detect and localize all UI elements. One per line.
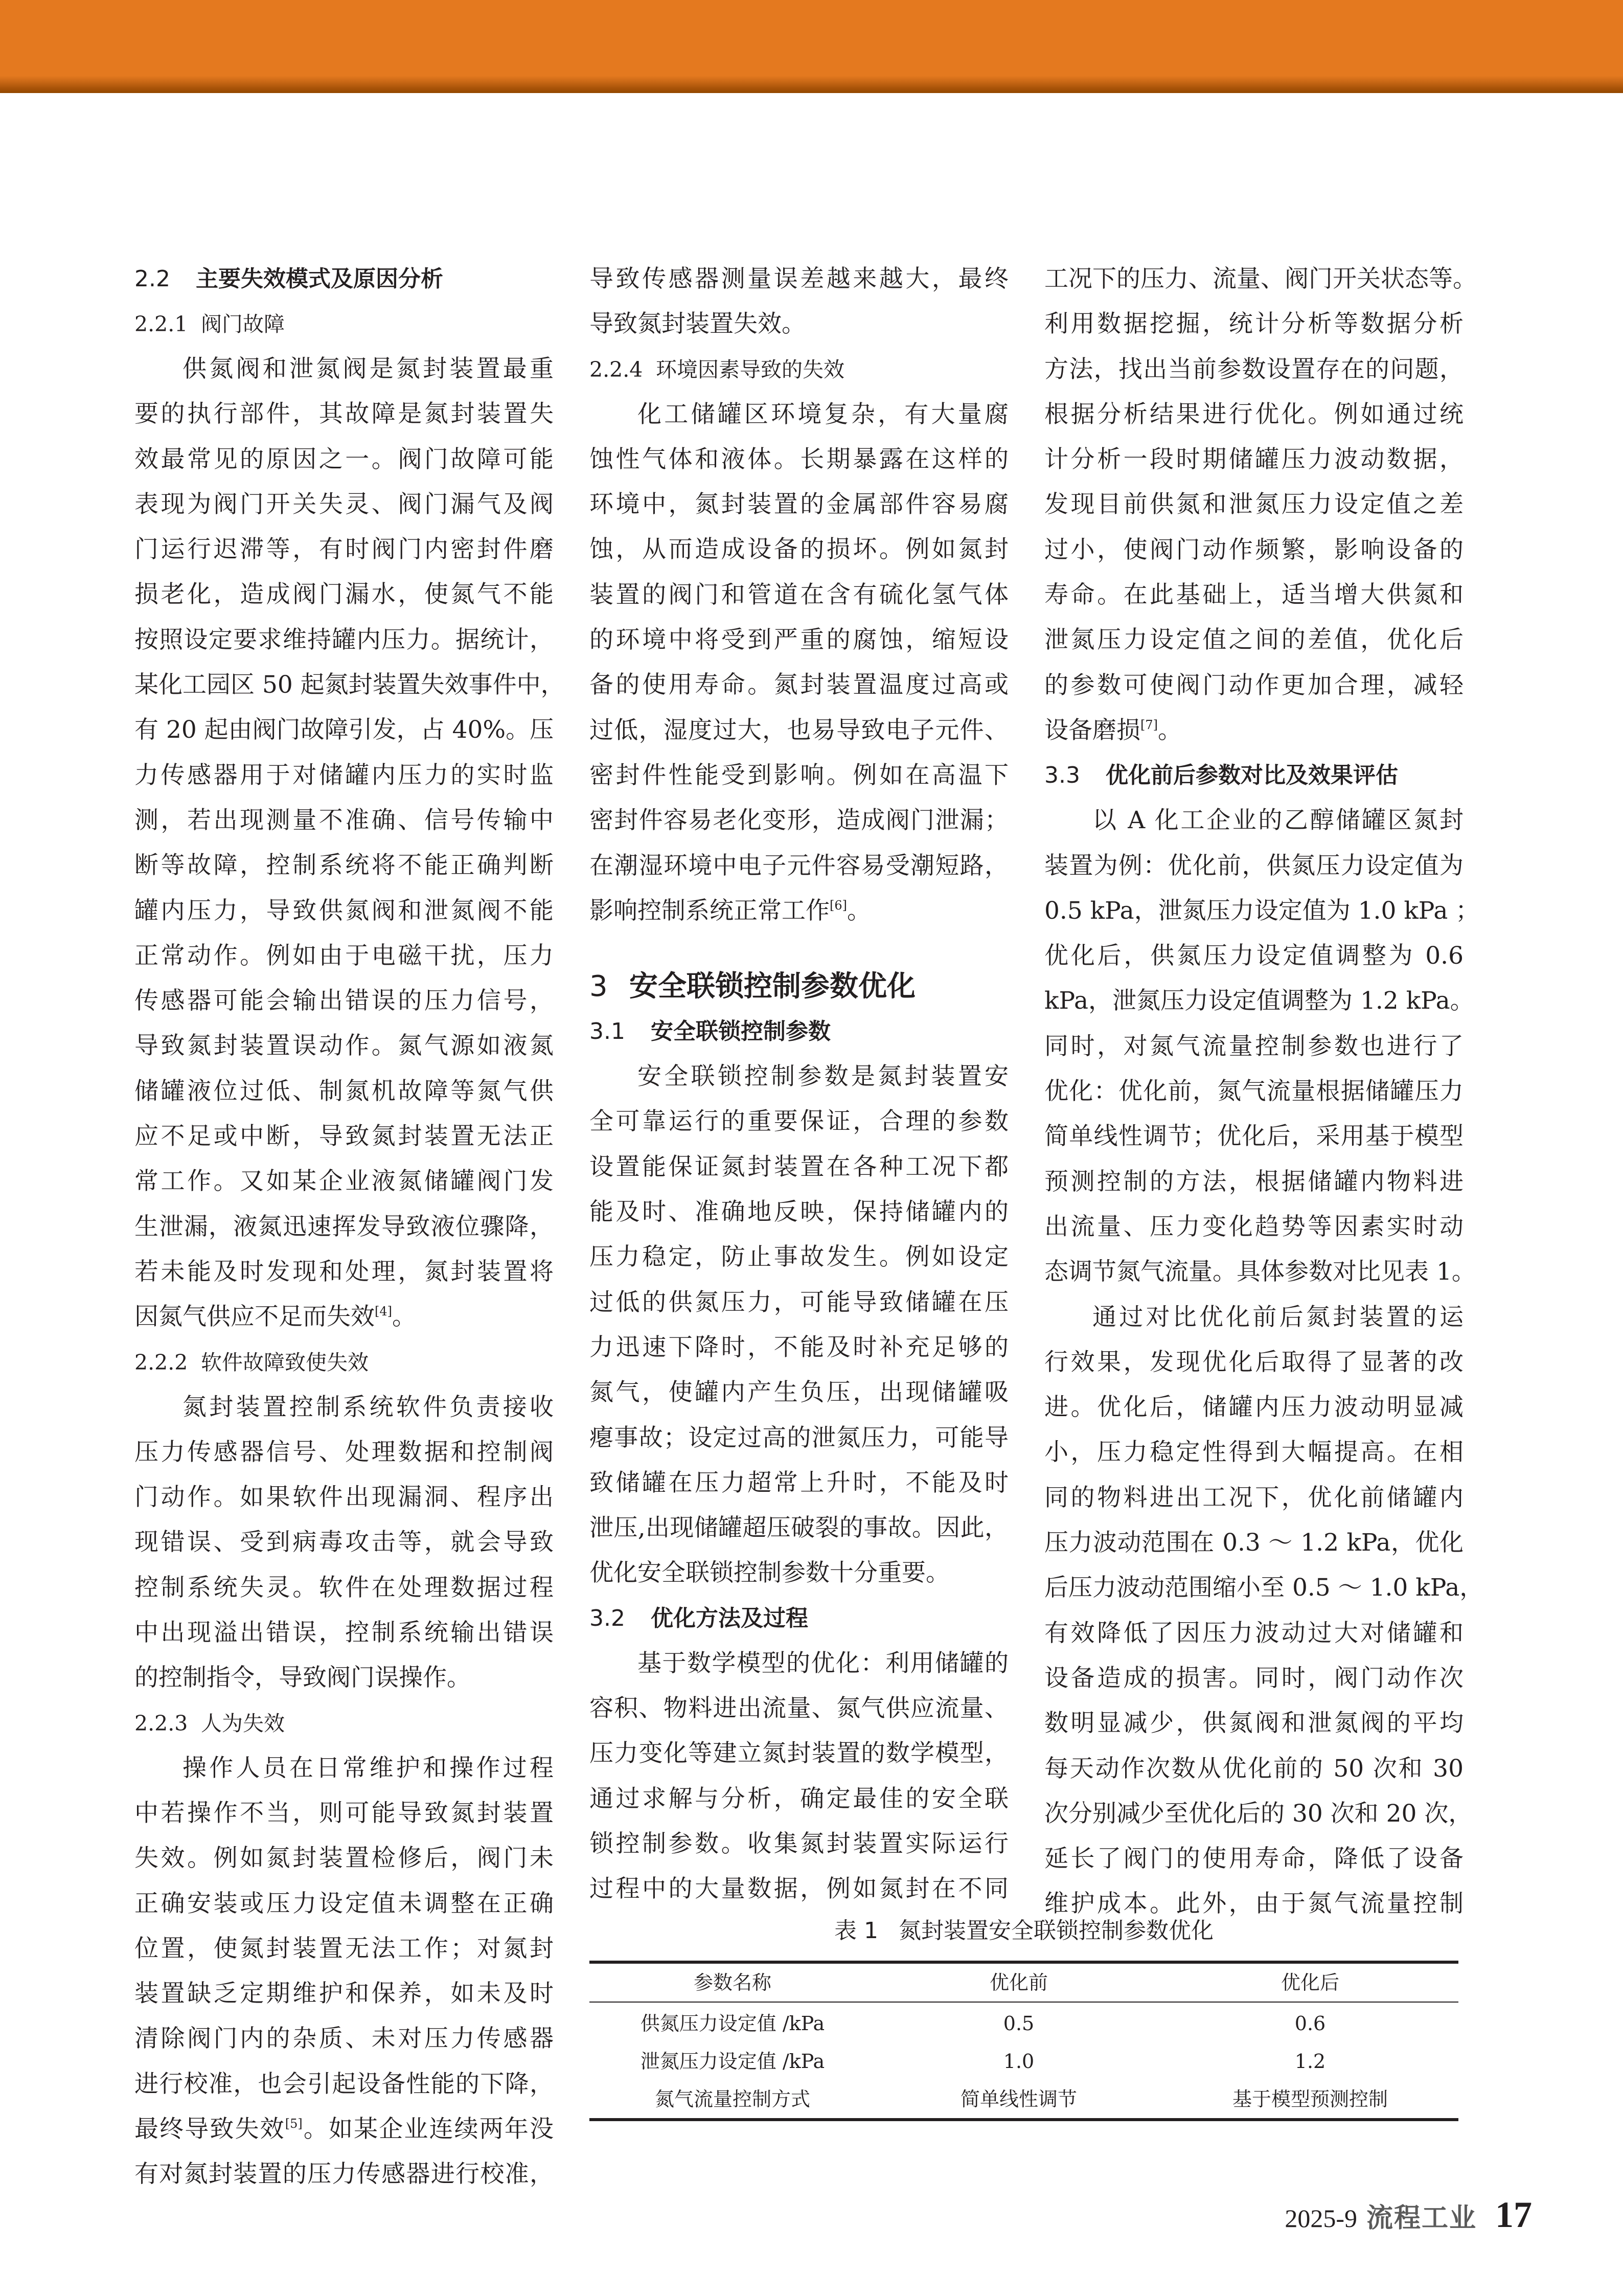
paragraph-line: kPa，泄氮压力设定值调整为 1.2 kPa。 bbox=[1044, 987, 1474, 1015]
paragraph-line: 致储罐在压力超常上升时，不能及时 bbox=[589, 1468, 1009, 1497]
paragraph-line: 生泄漏，液氮迅速挥发导致液位骤降， bbox=[134, 1212, 554, 1241]
paragraph-line: 储罐液位过低、制氮机故障等氮气供 bbox=[134, 1077, 554, 1105]
column-middle bbox=[589, 257, 1009, 1912]
table-cell: 0.6 bbox=[1294, 2012, 1326, 2035]
paragraph-line: 设置能保证氮封装置在各种工况下都 bbox=[589, 1152, 1009, 1181]
table-header-row bbox=[589, 1962, 1458, 2002]
paragraph-line: 小，压力稳定性得到大幅提高。在相 bbox=[1044, 1438, 1464, 1467]
citation-ref[interactable]: [5] bbox=[285, 2116, 303, 2131]
paragraph-line: 环境中，氮封装置的金属部件容易腐 bbox=[589, 490, 1009, 519]
citation-ref[interactable]: [4] bbox=[375, 1304, 392, 1319]
header-color-band bbox=[0, 0, 1623, 93]
paragraph-3-3-example bbox=[1044, 798, 1480, 1294]
paragraph-continued bbox=[589, 257, 1009, 347]
paragraph-line: 瘪事故；设定过高的泄氮压力，可能导 bbox=[589, 1423, 1009, 1452]
paragraph-line: 进。优化后，储罐内压力波动明显减 bbox=[1044, 1393, 1464, 1422]
paragraph-line: 延长了阀门的使用寿命，降低了设备 bbox=[1044, 1845, 1464, 1873]
paragraph-line: 进行校准，也会引起设备性能的下降， bbox=[134, 2070, 554, 2098]
page-number: 17 bbox=[1495, 2194, 1532, 2235]
paragraph-line: 中若操作不当，则可能导致氮封装置 bbox=[134, 1799, 554, 1827]
paragraph-continued bbox=[1044, 257, 1477, 708]
paragraph-line: 门运行迟滞等，有时阀门内密封件磨 bbox=[134, 535, 554, 564]
column-header: 参数名称 bbox=[589, 1962, 876, 2002]
paragraph-line: 态调节氮气流量。具体参数对比见表 1。 bbox=[1044, 1258, 1476, 1286]
paragraph-line: 导致氮封装置失效。 bbox=[589, 310, 806, 338]
subsection-heading-2-2-3: 2.2.3 人为失效 bbox=[134, 1711, 285, 1736]
citation-ref[interactable]: [7] bbox=[1140, 717, 1158, 732]
subsection-heading-2-2-2: 2.2.2 软件故障致使失效 bbox=[134, 1350, 369, 1375]
paragraph-line: 影响控制系统正常工作[6]。 bbox=[589, 896, 871, 925]
paragraph-line: 密封件容易老化变形，造成阀门泄漏； bbox=[589, 806, 1009, 835]
paragraph-line: 测，若出现测量不准确、信号传输中 bbox=[134, 806, 554, 834]
subsection-heading-2-2-4: 2.2.4 环境因素导致的失效 bbox=[589, 357, 844, 382]
paragraph-line: 要的执行部件，其故障是氮封装置失 bbox=[134, 400, 554, 428]
paragraph-line: 传感器可能会输出错误的压力信号， bbox=[134, 987, 554, 1015]
paragraph-line: 方法，找出当前参数设置存在的问题， bbox=[1044, 355, 1464, 383]
table-cell: 氮气流量控制方式 bbox=[654, 2088, 810, 2110]
paragraph-line: 装置的阀门和管道在含有硫化氢气体 bbox=[589, 580, 1009, 609]
paragraph-line: 按照设定要求维持罐内压力。据统计， bbox=[134, 625, 554, 654]
table-cell: 基于模型预测控制 bbox=[1232, 2088, 1388, 2110]
paragraph-line: 压力传感器信号、处理数据和控制阀 bbox=[134, 1438, 554, 1466]
section-heading-3-2: 3.2 优化方法及过程 bbox=[589, 1605, 808, 1631]
paragraph-line: 因氮气供应不足而失效[4]。 bbox=[134, 1303, 416, 1331]
table-cell: 1.2 bbox=[1294, 2050, 1326, 2073]
issue-number: 2025-9 bbox=[1285, 2204, 1357, 2233]
paragraph-line: 工况下的压力、流量、阀门开关状态等。 bbox=[1044, 265, 1477, 293]
paragraph-3-3-evaluation bbox=[1044, 1295, 1484, 1927]
column-header: 优化后 bbox=[1162, 1962, 1458, 2002]
paragraph-line: 利用数据挖掘，统计分析等数据分析 bbox=[1044, 310, 1464, 338]
table-1 bbox=[589, 1909, 1458, 2121]
paragraph-line: 密封件性能受到影响。例如在高温下 bbox=[589, 761, 1009, 789]
section-heading-3-3: 3.3 优化前后参数对比及效果评估 bbox=[1044, 762, 1398, 789]
paragraph-line: 数明显减少，供氮阀和泄氮阀的平均 bbox=[1044, 1709, 1464, 1738]
paragraph-line: 蚀，从而造成设备的损坏。例如氮封 bbox=[589, 535, 1009, 564]
table-row bbox=[589, 2042, 1458, 2080]
table-cell: 0.5 bbox=[1003, 2012, 1035, 2035]
paragraph-line: 0.5 kPa，泄氮压力设定值为 1.0 kPa ； bbox=[1044, 896, 1480, 925]
paragraph-line: 简单线性调节；优化后，采用基于模型 bbox=[1044, 1122, 1464, 1151]
paragraph-line: 断等故障，控制系统将不能正确判断 bbox=[134, 851, 554, 880]
column-left bbox=[134, 257, 565, 2197]
paragraph-line: 过程中的大量数据，例如氮封在不同 bbox=[589, 1875, 1009, 1903]
paragraph-line: 根据分析结果进行优化。例如通过统 bbox=[1044, 400, 1464, 428]
paragraph-line: 装置缺乏定期维护和保养，如未及时 bbox=[134, 1980, 554, 2008]
paragraph-line: 位置，使氮封装置无法工作；对氮封 bbox=[134, 1934, 554, 1963]
paragraph-line: 最终导致失效[5]。如某企业连续两年没 bbox=[134, 2115, 554, 2143]
paragraph-line: 每天动作次数从优化前的 50 次和 30 bbox=[1044, 1754, 1464, 1783]
paragraph-line: 压力稳定，防止事故发生。例如设定 bbox=[589, 1243, 1009, 1271]
paragraph-line: 清除阀门内的杂质、未对压力传感器 bbox=[134, 2025, 554, 2053]
paragraph-line: 门动作。如果软件出现漏洞、程序出 bbox=[134, 1483, 554, 1512]
paragraph-line: 泄压,出现储罐超压破裂的事故。因此， bbox=[589, 1514, 1009, 1542]
paragraph-line: 过低的供氮压力，可能导致储罐在压 bbox=[589, 1288, 1009, 1316]
paragraph-line: 若未能及时发现和处理，氮封装置将 bbox=[134, 1257, 554, 1286]
paragraph-line: 某化工园区 50 起氮封装置失效事件中， bbox=[134, 671, 565, 699]
paragraph-line: 装置为例：优化前，供氮压力设定值为 bbox=[1044, 851, 1464, 880]
paragraph-valve-failure bbox=[134, 347, 565, 1294]
paragraph-line: 力迅速下降时，不能及时补充足够的 bbox=[589, 1333, 1009, 1361]
paragraph-line: 全可靠运行的重要保证，合理的参数 bbox=[589, 1107, 1009, 1136]
paragraph-line: 通过对比优化前后氮封装置的运 bbox=[1092, 1303, 1464, 1331]
paragraph-line: 罐内压力，导致供氮阀和泄氮阀不能 bbox=[134, 896, 554, 925]
paragraph-line: 有 20 起由阀门故障引发，占 40%。压 bbox=[134, 716, 554, 744]
paragraph-line: 正常动作。例如由于电磁干扰，压力 bbox=[134, 941, 554, 970]
paragraph-line: 出流量、压力变化趋势等因素实时动 bbox=[1044, 1212, 1464, 1241]
paragraph-line: 控制系统失灵。软件在处理数据过程 bbox=[134, 1573, 554, 1602]
paragraph-3-1 bbox=[589, 1054, 1009, 1596]
table-caption: 表 1 氮封装置安全联锁控制参数优化 bbox=[834, 1918, 1214, 1944]
section-heading-3: 3 安全联锁控制参数优化 bbox=[589, 970, 916, 1004]
paragraph-line: 导致传感器测量误差越来越大，最终 bbox=[589, 265, 1009, 293]
paragraph-line: 导致氮封装置误动作。氮气源如液氮 bbox=[134, 1032, 554, 1060]
paragraph-line: 优化：优化前，氮气流量根据储罐压力 bbox=[1044, 1077, 1464, 1106]
paragraph-line: 容积、物料进出流量、氮气供应流量、 bbox=[589, 1694, 1009, 1723]
paragraph-line: 损老化，造成阀门漏水，使氮气不能 bbox=[134, 580, 554, 609]
subsection-heading-2-2-1: 2.2.1 阀门故障 bbox=[134, 312, 285, 336]
paragraph-line: 能及时、准确地反映，保持储罐内的 bbox=[589, 1198, 1009, 1226]
paragraph-line: 正确安装或压力设定值未调整在正确 bbox=[134, 1889, 554, 1918]
section-heading-2-2: 2.2 主要失效模式及原因分析 bbox=[134, 266, 443, 292]
paragraph-line: 过小，使阀门动作频繁，影响设备的 bbox=[1044, 535, 1464, 564]
paragraph-line: 供氮阀和泄氮阀是氮封装置最重 bbox=[182, 355, 554, 383]
paragraph-line: 氮封装置控制系统软件负责接收 bbox=[182, 1393, 554, 1421]
paragraph-line: 的控制指令，导致阀门误操作。 bbox=[134, 1664, 471, 1692]
paragraph-line: 失效。例如氮封装置检修后，阀门未 bbox=[134, 1844, 554, 1873]
paragraph-line: 常工作。又如某企业液氮储罐阀门发 bbox=[134, 1167, 554, 1196]
table-cell: 1.0 bbox=[1003, 2050, 1035, 2073]
parameter-table bbox=[589, 1961, 1458, 2121]
paragraph-line: 同的物料进出工况下，优化前储罐内 bbox=[1044, 1483, 1464, 1512]
column-right bbox=[1044, 257, 1484, 1927]
paragraph-line: 发现目前供氮和泄氮压力设定值之差 bbox=[1044, 490, 1464, 519]
paragraph-line: 压力波动范围在 0.3 ～ 1.2 kPa，优化 bbox=[1044, 1529, 1464, 1557]
paragraph-environment-failure bbox=[589, 392, 1009, 889]
paragraph-line: 以 A 化工企业的乙醇储罐区氮封 bbox=[1092, 806, 1464, 835]
paragraph-3-2 bbox=[589, 1641, 1009, 1912]
paragraph-line: 基于数学模型的优化：利用储罐的 bbox=[637, 1649, 1009, 1677]
paragraph-line: 安全联锁控制参数是氮封装置安 bbox=[637, 1062, 1009, 1091]
paragraph-line: 力传感器用于对储罐内压力的实时监 bbox=[134, 761, 554, 789]
paragraph-line: 氮气，使罐内产生负压，出现储罐吸 bbox=[589, 1378, 1009, 1407]
paragraph-line: 有效降低了因压力波动过大对储罐和 bbox=[1044, 1619, 1464, 1647]
paragraph-line: 寿命。在此基础上，适当增大供氮和 bbox=[1044, 581, 1464, 609]
paragraph-line: 操作人员在日常维护和操作过程 bbox=[182, 1754, 554, 1782]
paragraph-line: 后压力波动范围缩小至 0.5 ～ 1.0 kPa， bbox=[1044, 1574, 1484, 1602]
paragraph-line: 设备磨损[7]。 bbox=[1044, 716, 1182, 744]
paragraph-line: 过低，湿度过大，也易导致电子元件、 bbox=[589, 716, 1009, 744]
paragraph-line: 有对氮封装置的压力传感器进行校准， bbox=[134, 2160, 554, 2189]
paragraph-line: 优化后，供氮压力设定值调整为 0.6 bbox=[1044, 942, 1464, 970]
paragraph-line: 中出现溢出错误，控制系统输出错误 bbox=[134, 1619, 554, 1647]
paragraph-software-failure bbox=[134, 1385, 554, 1701]
paragraph-line: 次分别减少至优化后的 30 次和 20 次， bbox=[1044, 1799, 1473, 1828]
paragraph-line: 化工储罐区环境复杂，有大量腐 bbox=[637, 400, 1009, 428]
paragraph-line: 现错误、受到病毒攻击等，就会导致 bbox=[134, 1528, 554, 1557]
paragraph-line: 在潮湿环境中电子元件容易受潮短路， bbox=[589, 851, 1009, 880]
paragraph-line: 通过求解与分析，确定最佳的安全联 bbox=[589, 1784, 1009, 1813]
paragraph-line: 蚀性气体和液体。长期暴露在这样的 bbox=[589, 445, 1009, 473]
section-heading-3-1: 3.1 安全联锁控制参数 bbox=[589, 1018, 831, 1045]
paragraph-line: 的环境中将受到严重的腐蚀，缩短设 bbox=[589, 626, 1009, 654]
page-footer bbox=[1285, 2194, 1532, 2235]
paragraph-line: 压力变化等建立氮封装置的数学模型， bbox=[589, 1739, 1009, 1768]
table-row bbox=[589, 2002, 1458, 2042]
paragraph-line: 效最常见的原因之一。阀门故障可能 bbox=[134, 445, 554, 473]
paragraph-line: 表现为阀门开关失灵、阀门漏气及阀 bbox=[134, 490, 554, 518]
table-cell: 简单线性调节 bbox=[960, 2088, 1077, 2110]
paragraph-line: 设备造成的损害。同时，阀门动作次 bbox=[1044, 1664, 1464, 1692]
paragraph-line: 优化安全联锁控制参数十分重要。 bbox=[589, 1559, 950, 1587]
paragraph-line: 应不足或中断，导致氮封装置无法正 bbox=[134, 1122, 554, 1151]
citation-ref[interactable]: [6] bbox=[830, 898, 847, 913]
paragraph-line: 的参数可使阀门动作更加合理，减轻 bbox=[1044, 671, 1464, 699]
paragraph-line: 预测控制的方法，根据储罐内物料进 bbox=[1044, 1167, 1464, 1196]
paragraph-line: 行效果，发现优化后取得了显著的改 bbox=[1044, 1348, 1464, 1376]
table-cell: 泄氮压力设定值 /kPa bbox=[640, 2050, 825, 2073]
paragraph-line: 计分析一段时期储罐压力波动数据， bbox=[1044, 445, 1464, 474]
paragraph-line: 锁控制参数。收集氮封装置实际运行 bbox=[589, 1829, 1009, 1858]
table-row bbox=[589, 2080, 1458, 2120]
paragraph-line: 同时，对氮气流量控制参数也进行了 bbox=[1044, 1032, 1464, 1060]
paragraph-human-failure bbox=[134, 1746, 554, 2107]
column-header: 优化前 bbox=[876, 1962, 1162, 2002]
paragraph-line: 泄氮压力设定值之间的差值，优化后 bbox=[1044, 626, 1464, 654]
table-cell: 供氮压力设定值 /kPa bbox=[640, 2012, 825, 2035]
journal-name: 流程工业 bbox=[1366, 2202, 1477, 2234]
paragraph-line: 维护成本。此外，由于氮气流量控制 bbox=[1044, 1890, 1464, 1918]
paragraph-line: 备的使用寿命。氮封装置温度过高或 bbox=[589, 671, 1009, 699]
